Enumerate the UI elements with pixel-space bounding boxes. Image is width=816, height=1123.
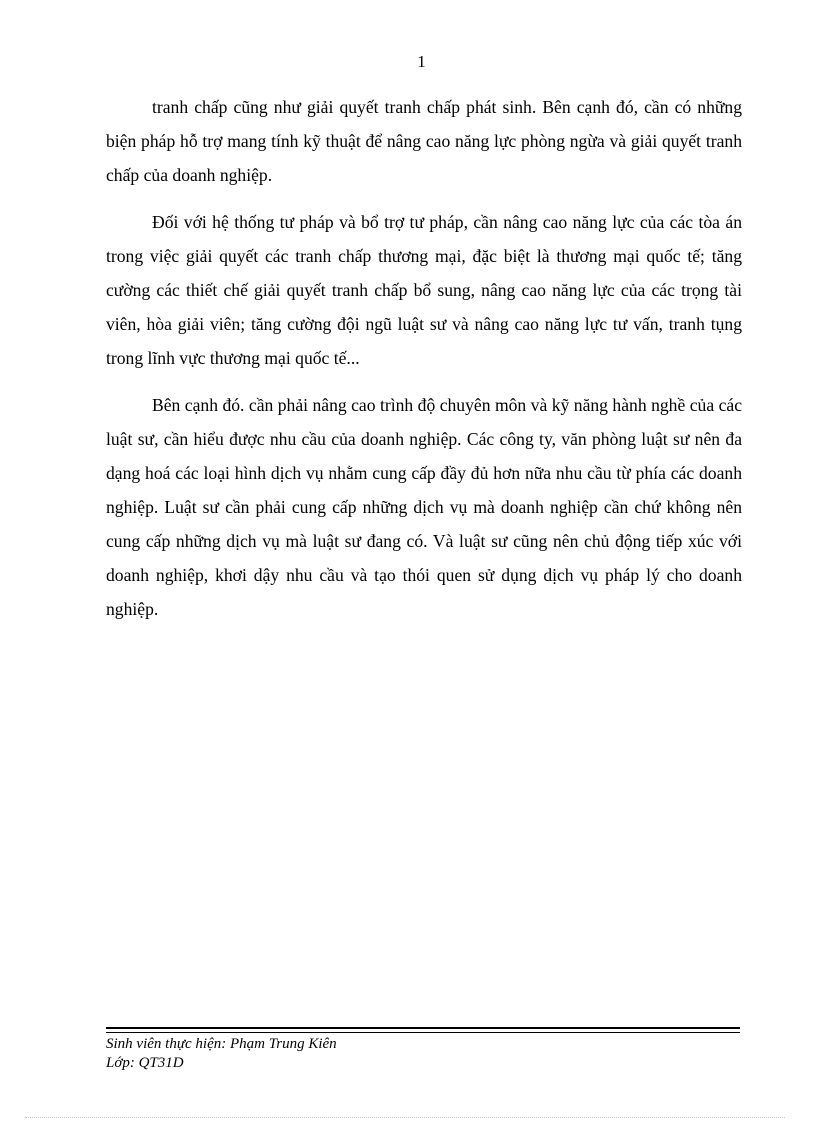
footer-divider-thin — [106, 1032, 740, 1033]
footer-class-line: Lớp: QT31D — [106, 1055, 184, 1071]
document-body — [106, 90, 742, 639]
page-bottom-edge — [25, 1117, 785, 1118]
footer-student-line: Sinh viên thực hiện: Phạm Trung Kiên — [106, 1036, 337, 1052]
paragraph-1: tranh chấp cũng như giải quyết tranh chấp phát sinh. Bên cạnh đó, cần có những biện pháp hỗ trợ mang tính kỹ thuật để nâng cao năng lực phòng ngừa và giải quyết tranh chấp của doanh nghiệp. — [106, 97, 742, 185]
footer-divider — [106, 1027, 740, 1029]
paragraph-2: Đối với hệ thống tư pháp và bổ trợ tư pháp, cần nâng cao năng lực của các tòa án trong việc giải quyết các tranh chấp thương mại, đặc biệt là thương mại quốc tế; tăng cường các thiết chế giải quyết tranh chấp bổ sung, nâng cao năng lực của các trọng tài viên, hòa giải viên; tăng cường đội ngũ luật sư và nâng cao năng lực tư vấn, tranh tụng trong lĩnh vực thương mại quốc tế... — [106, 212, 742, 368]
page-footer — [106, 1035, 740, 1073]
page-number: 1 — [417, 52, 426, 71]
paragraph-3: Bên cạnh đó. cần phải nâng cao trình độ chuyên môn và kỹ năng hành nghề của các luật sư, cần hiểu được nhu cầu của doanh nghiệp. Các công ty, văn phòng luật sư nên đa dạng hoá các loại hình dịch vụ nhằm cung cấp đầy đủ hơn nữa nhu cầu từ phía các doanh nghiệp. Luật sư cần phải cung cấp những dịch vụ mà doanh nghiệp cần chứ không nên cung cấp những dịch vụ mà luật sư đang có. Và luật sư cũng nên chủ động tiếp xúc với doanh nghiệp, khơi dậy nhu cầu và tạo thói quen sử dụng dịch vụ pháp lý cho doanh nghiệp. — [106, 395, 742, 619]
